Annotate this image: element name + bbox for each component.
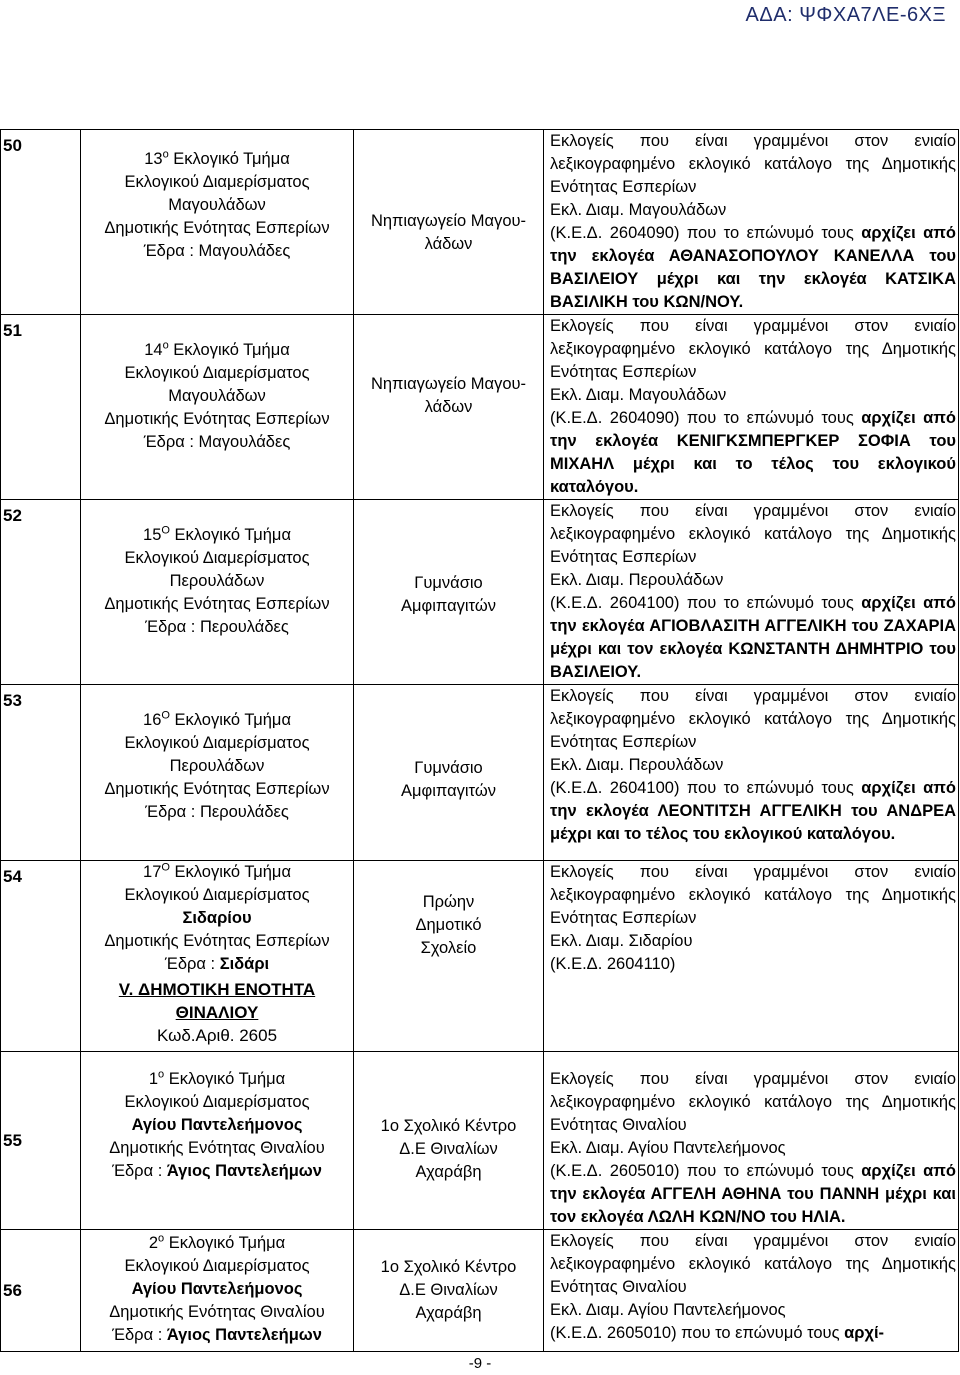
row-number: 51 [1, 315, 81, 500]
voters-cell: Εκλογείς που είναι γραμμένοι στον ενιαίο λεξικογραφημένο εκλογικό κατάλογο της Δημοτικής Ενότητας Εσπερίων Εκλ. Διαμ. Περουλάδων (Κ.Ε.Δ. 2604100) που το επώνυμό τους αρχίζει από την εκλογέα ΛΕΟΝΤΙΤΣΗ ΑΓΓΕΛΙΚΗ του ΑΝΔΡΕΑ μέχρι και το τέλος του εκλογικού καταλόγου. [544, 685, 959, 861]
voters-cell: Εκλογείς που είναι γραμμένοι στον ενιαίο λεξικογραφημένο εκλογικό κατάλογο της Δημοτικής Ενότητας Εσπερίων Εκλ. Διαμ. Μαγουλάδων (Κ.Ε.Δ. 2604090) που το επώνυμό τους αρχίζει από την εκλογέα ΑΘΑΝΑΣΟΠΟΥΛΟΥ ΚΑΝΕΛΛΑ του ΒΑΣΙΛΕΙΟΥ μέχρι και την εκλογέα ΚΑΤΣΙΚΑ ΒΑΣΙΛΙΚΗ του ΚΩΝ/ΝΟΥ. [544, 130, 959, 315]
section-cell: $13^o$ Εκλογικό Τμήμα Εκλογικού Διαμερίσματος Μαγουλάδων Δημοτικής Ενότητας Εσπερίων Έδρα : Μαγουλάδες [81, 130, 354, 315]
table-row [1, 130, 959, 315]
section-cell: $1^o$ Εκλογικό Τμήμα Εκλογικού Διαμερίσματος Αγίου Παντελεήμονος Δημοτικής Ενότητας Θιναλίου Έδρα : Άγιος Παντελεήμων [81, 1052, 354, 1230]
voters-cell: Εκλογείς που είναι γραμμένοι στον ενιαίο λεξικογραφημένο εκλογικό κατάλογο της Δημοτικής Ενότητας Εσπερίων Εκλ. Διαμ. Σιδαρίου (Κ.Ε.Δ. 2604110) [544, 861, 959, 1052]
row-number: 56 [1, 1230, 81, 1352]
voters-cell: Εκλογείς που είναι γραμμένοι στον ενιαίο λεξικογραφημένο εκλογικό κατάλογο της Δημοτικής Ενότητας Εσπερίων Εκλ. Διαμ. Περουλάδων (Κ.Ε.Δ. 2604100) που το επώνυμό τους αρχίζει από την εκλογέα ΑΓΙΟΒΛΑΣΙΤΗ ΑΓΓΕΛΙΚΗ του ΖΑΧΑΡΙΑ μέχρι και τον εκλογέα ΚΩΝΣΤΑΝΤΗ ΔΗΜΗΤΡΙΟ του ΒΑΣΙΛΕΙΟΥ. [544, 500, 959, 685]
row-number: 54 [1, 861, 81, 1052]
location-cell: 1ο Σχολικό Κέντρο Δ.Ε Θιναλίων Αχαράβη [354, 1052, 544, 1230]
location-cell: Γυμνάσιο Αμφιπαγιτών [354, 500, 544, 685]
voters-cell: Εκλογείς που είναι γραμμένοι στον ενιαίο λεξικογραφημένο εκλογικό κατάλογο της Δημοτικής Ενότητας Εσπερίων Εκλ. Διαμ. Μαγουλάδων (Κ.Ε.Δ. 2604090) που το επώνυμό τους αρχίζει από την εκλογέα ΚΕΝΙΓΚΣΜΠΕΡΓΚΕΡ ΣΟΦΙΑ του ΜΙΧΑΗΛ μέχρι και το τέλος του εκλογικού καταλόγου. [544, 315, 959, 500]
location-cell: 1ο Σχολικό Κέντρο Δ.Ε Θιναλίων Αχαράβη [354, 1230, 544, 1352]
section-cell: $15^O$ Εκλογικό Τμήμα Εκλογικού Διαμερίσματος Περουλάδων Δημοτικής Ενότητας Εσπερίων Έδρα : Περουλάδες [81, 500, 354, 685]
row-number: 53 [1, 685, 81, 861]
section-cell: $14^o$ Εκλογικό Τμήμα Εκλογικού Διαμερίσματος Μαγουλάδων Δημοτικής Ενότητας Εσπερίων Έδρα : Μαγουλάδες [81, 315, 354, 500]
row-number: 55 [1, 1052, 81, 1230]
location-cell: Νηπιαγωγείο Μαγου- λάδων [354, 315, 544, 500]
location-cell: Νηπιαγωγείο Μαγου- λάδων [354, 130, 544, 315]
voters-cell: Εκλογείς που είναι γραμμένοι στον ενιαίο λεξικογραφημένο εκλογικό κατάλογο της Δημοτικής Ενότητας Θιναλίου Εκλ. Διαμ. Αγίου Παντελεήμονος (Κ.Ε.Δ. 2605010) που το επώνυμό τους αρχί- [544, 1230, 959, 1352]
table-row [1, 1052, 959, 1230]
row-number: 52 [1, 500, 81, 685]
table-row [1, 315, 959, 500]
section-cell: $16^O$ Εκλογικό Τμήμα Εκλογικού Διαμερίσματος Περουλάδων Δημοτικής Ενότητας Εσπερίων Έδρα : Περουλάδες [81, 685, 354, 861]
table-row [1, 1230, 959, 1352]
location-cell: Γυμνάσιο Αμφιπαγιτών [354, 685, 544, 861]
region-heading [81, 976, 353, 1051]
location-cell: Πρώην Δημοτικό Σχολείο [354, 861, 544, 1052]
table-row [1, 685, 959, 861]
table-row [1, 500, 959, 685]
polling-stations-table [0, 129, 959, 1352]
region-title: V. ΔΗΜΟΤΙΚΗ ΕΝΟΤΗΤΑ ΘΙΝΑΛΙΟΥ [118, 980, 316, 1022]
page-number: -9 - [468, 1355, 492, 1372]
document-code: ΑΔΑ: ΨΦΧΑ7ΛΕ-6ΧΞ [745, 4, 946, 26]
voters-cell: Εκλογείς που είναι γραμμένοι στον ενιαίο λεξικογραφημένο εκλογικό κατάλογο της Δημοτικής Ενότητας Θιναλίου Εκλ. Διαμ. Αγίου Παντελεήμονος (Κ.Ε.Δ. 2605010) που το επώνυμό τους αρχίζει από την εκλογέα ΑΓΓΕΛΗ ΑΘΗΝΑ του ΠΑΝΝΗ μέχρι και τον εκλογέα ΛΩΛΗ ΚΩΝ/ΝΟ του ΗΛΙΑ. [544, 1052, 959, 1230]
table-row [1, 861, 959, 1052]
section-cell: $17^O$ Εκλογικό Τμήμα Εκλογικού Διαμερίσματος Σιδαρίου Δημοτικής Ενότητας Εσπερίων Έδρα : Σιδάρι V. ΔΗΜΟΤΙΚΗ ΕΝΟΤΗΤΑ ΘΙΝΑΛΙΟΥ Κωδ.Αριθ. 2605 [81, 861, 354, 1052]
row-number: 50 [1, 130, 81, 315]
section-cell: $2^o$ Εκλογικό Τμήμα Εκλογικού Διαμερίσματος Αγίου Παντελεήμονος Δημοτικής Ενότητας Θιναλίου Έδρα : Άγιος Παντελεήμων [81, 1230, 354, 1352]
region-code: Κωδ.Αριθ. 2605 [156, 1026, 278, 1045]
